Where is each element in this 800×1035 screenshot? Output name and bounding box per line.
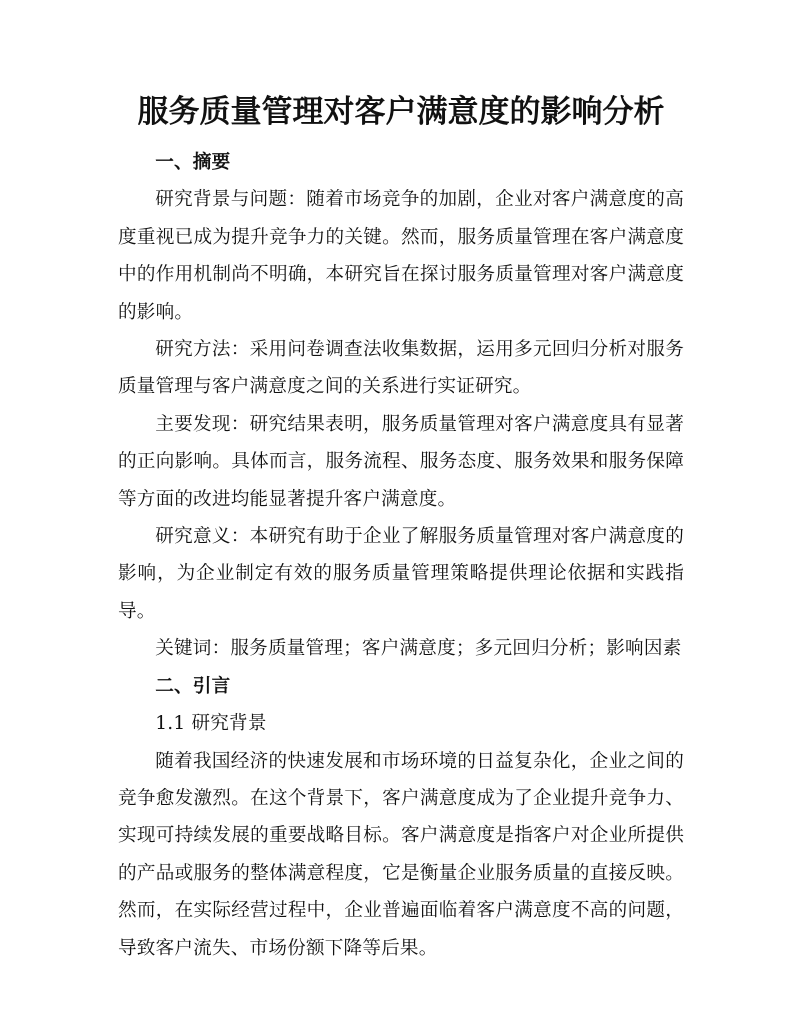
keywords-paragraph: 关键词：服务质量管理；客户满意度；多元回归分析；影响因素 [155,638,682,660]
subsection-heading-research-background: 1.1 研究背景 [155,713,267,735]
abstract-background-paragraph: 研究背景与问题：随着市场竞争的加剧，企业对客户满意度的高度重视已成为提升竞争力的关键。然而，服务质量管理在客户满意度中的作用机制尚不明确，本研究旨在探讨服务质量管理对客户满意度的影响。 [118,189,684,323]
section-heading-introduction: 二、引言 [155,675,231,697]
document-title: 服务质量管理对客户满意度的影响分析 [137,94,665,130]
document-body [118,144,684,967]
introduction-paragraph: 随着我国经济的快速发展和市场环境的日益复杂化，企业之间的竞争愈发激烈。在这个背景下，客户满意度成为了企业提升竞争力、实现可持续发展的重要战略目标。客户满意度是指客户对企业所提供的产品或服务的整体满意程度，它是衡量企业服务质量的直接反映。然而，在实际经营过程中，企业普遍面临着客户满意度不高的问题，导致客户流失、市场份额下降等后果。 [118,750,684,959]
abstract-findings-paragraph: 主要发现：研究结果表明，服务质量管理对客户满意度具有显著的正向影响。具体而言，服务流程、服务态度、服务效果和服务保障等方面的改进均能显著提升客户满意度。 [118,413,684,510]
abstract-significance-paragraph: 研究意义：本研究有助于企业了解服务质量管理对客户满意度的影响，为企业制定有效的服务质量管理策略提供理论依据和实践指导。 [118,526,684,622]
section-heading-abstract: 一、摘要 [155,152,231,173]
abstract-method-paragraph: 研究方法：采用问卷调查法收集数据，运用多元回归分析对服务质量管理与客户满意度之间的关系进行实证研究。 [118,339,684,398]
